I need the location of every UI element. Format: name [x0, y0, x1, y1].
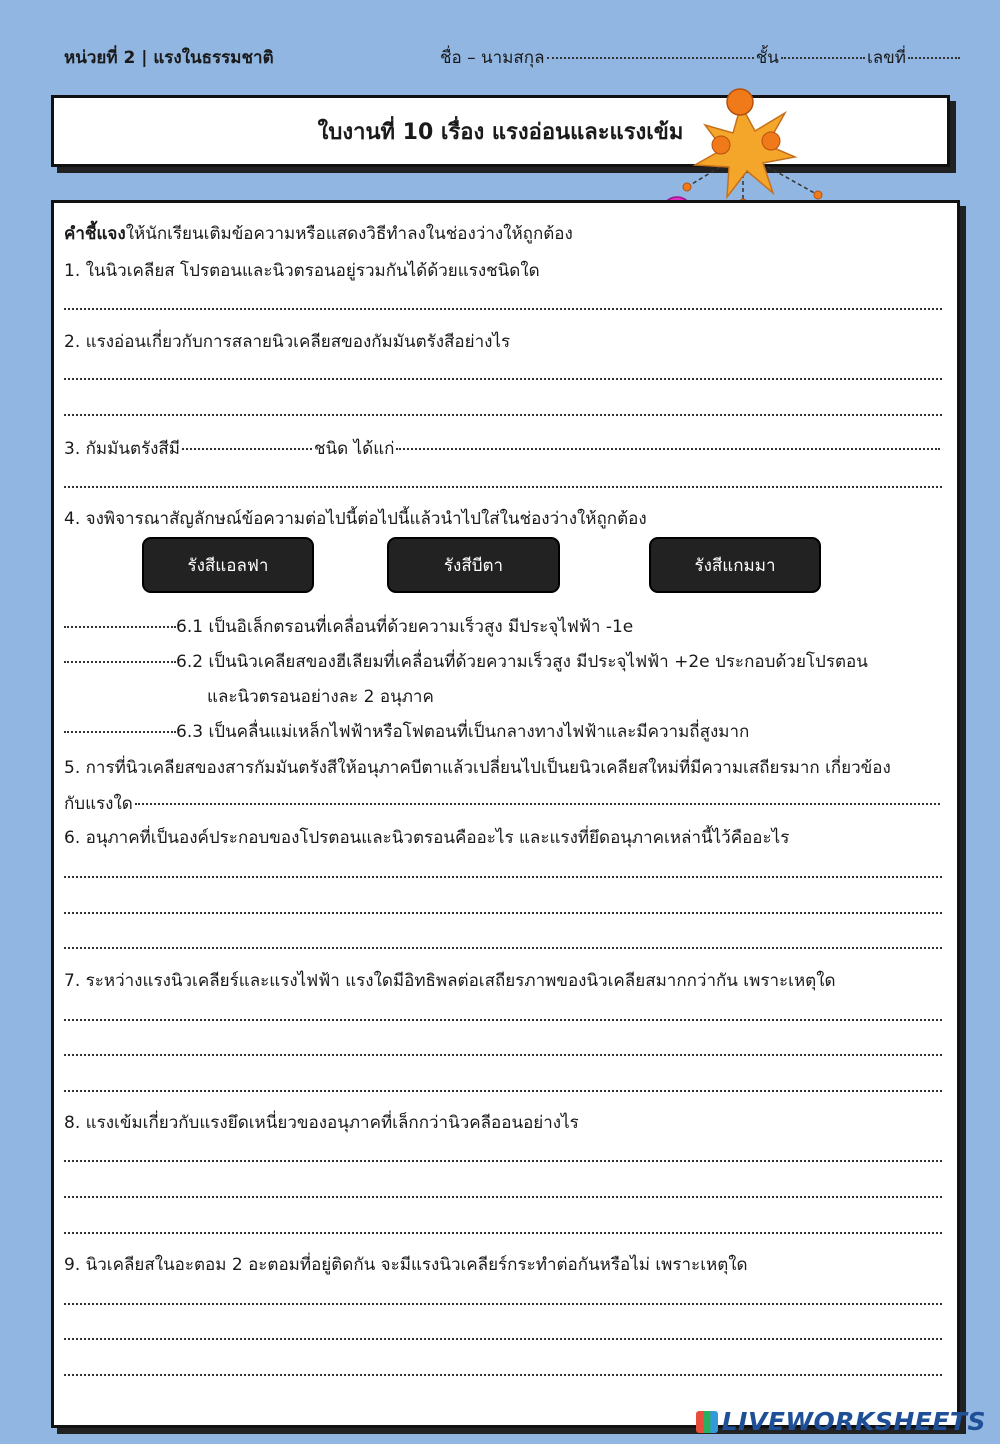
instructions-label: คำชี้แจง	[64, 224, 126, 244]
item-6-2-continued: และนิวตรอนอย่างละ 2 อนุภาค	[207, 687, 434, 707]
answer-blank-q3-count[interactable]	[182, 448, 312, 450]
answer-blank-q5[interactable]	[135, 803, 940, 805]
question-9: 9. นิวเคลียสในอะตอม 2 อะตอมที่อยู่ติดกัน จะมีแรงนิวเคลียร์กระทำต่อกันหรือไม่ เพราะเหตุใด	[64, 1255, 748, 1275]
worksheet-title: ใบงานที่ 10 เรื่อง แรงอ่อนและแรงเข้ม	[317, 119, 684, 145]
answer-line-q6-3[interactable]	[64, 947, 942, 949]
answer-line-q1[interactable]	[64, 308, 942, 310]
class-label: ชั้น	[755, 48, 779, 68]
question-5: 5. การที่นิวเคลียสของสารกัมมันตรังสีให้อนุภาคบีตาแล้วเปลี่ยนไปเป็นยนิวเคลียสใหม่ที่มีความเสถียรมาก เกี่ยวข้อง	[64, 758, 891, 778]
answer-blank-q3-types[interactable]	[396, 448, 940, 450]
question-1: 1. ในนิวเคลียส โปรตอนและนิวตรอนอยู่รวมกันได้ด้วยแรงชนิดใด	[64, 261, 540, 281]
liveworksheets-logo-text: LIVEWORKSHEETS	[721, 1407, 986, 1436]
item-6-2	[64, 648, 942, 675]
question-8: 8. แรงเข้มเกี่ยวกับแรงยึดเหนี่ยวของอนุภาคที่เล็กกว่านิวคลีออนอย่างไร	[64, 1113, 579, 1133]
question-3-text-a: 3. กัมมันตรังสีมี	[64, 439, 181, 459]
answer-line-q9-2[interactable]	[64, 1338, 942, 1340]
answer-line-q6-1[interactable]	[64, 876, 942, 878]
choice-alpha-button[interactable]: รังสีแอลฟา	[142, 537, 314, 593]
answer-blank-6-2[interactable]	[64, 661, 176, 663]
instructions-text: ให้นักเรียนเติมข้อความหรือแสดงวิธีทำลงในช่องว่างให้ถูกต้อง	[125, 224, 573, 244]
answer-line-q7-1[interactable]	[64, 1019, 942, 1021]
question-4: 4. จงพิจารณาสัญลักษณ์ข้อความต่อไปนี้ต่อไปนี้แล้วนำไปใส่ในช่องว่างให้ถูกต้อง	[64, 509, 647, 529]
item-6-1	[64, 613, 942, 640]
answer-line-q2-1[interactable]	[64, 378, 942, 380]
question-2: 2. แรงอ่อนเกี่ยวกับการสลายนิวเคลียสของกัมมันตรังสีอย่างไร	[64, 332, 511, 352]
answer-line-q3[interactable]	[64, 486, 942, 488]
choice-gamma-button[interactable]: รังสีแกมมา	[649, 537, 821, 593]
item-6-2-text: 6.2 เป็นนิวเคลียสของฮีเลียมที่เคลื่อนที่ด้วยความเร็วสูง มีประจุไฟฟ้า +2e ประกอบด้วยโปรตอน	[176, 652, 868, 672]
answer-line-q9-3[interactable]	[64, 1374, 942, 1376]
number-label: เลขที่	[866, 48, 906, 68]
unit-label: หน่วยที่ 2 | แรงในธรรมชาติ	[64, 48, 274, 68]
answer-blank-6-1[interactable]	[64, 626, 176, 628]
name-input[interactable]	[547, 57, 754, 59]
choice-beta-button[interactable]: รังสีบีตา	[387, 537, 560, 593]
liveworksheets-logo	[696, 1407, 986, 1436]
question-6: 6. อนุภาคที่เป็นองค์ประกอบของโปรตอนและนิวตรอนคืออะไร และแรงที่ยึดอนุภาคเหล่านี้ไว้คืออะไร	[64, 828, 790, 848]
answer-line-q7-3[interactable]	[64, 1090, 942, 1092]
number-input[interactable]	[908, 57, 960, 59]
name-label: ชื่อ – นามสกุล	[440, 48, 545, 68]
instructions	[64, 220, 942, 247]
answer-line-q9-1[interactable]	[64, 1303, 942, 1305]
class-input[interactable]	[781, 57, 865, 59]
question-5-text-b: กับแรงใด	[64, 794, 133, 814]
answer-line-q8-2[interactable]	[64, 1196, 942, 1198]
answer-line-q6-2[interactable]	[64, 912, 942, 914]
answer-line-q7-2[interactable]	[64, 1054, 942, 1056]
item-6-1-text: 6.1 เป็นอิเล็กตรอนที่เคลื่อนที่ด้วยความเร็วสูง มีประจุไฟฟ้า -1e	[176, 617, 634, 637]
answer-line-q8-3[interactable]	[64, 1232, 942, 1234]
answer-blank-6-3[interactable]	[64, 731, 176, 733]
question-3-text-b: ชนิด ได้แก่	[314, 439, 395, 459]
question-3	[64, 435, 942, 462]
item-6-3	[64, 718, 942, 745]
answer-line-q8-1[interactable]	[64, 1160, 942, 1162]
question-7: 7. ระหว่างแรงนิวเคลียร์และแรงไฟฟ้า แรงใดมีอิทธิพลต่อเสถียรภาพของนิวเคลียสมากกว่ากัน เพราะเหตุใด	[64, 971, 836, 991]
liveworksheets-logo-icon	[696, 1411, 718, 1433]
question-5-continued	[64, 790, 942, 817]
item-6-3-text: 6.3 เป็นคลื่นแม่เหล็กไฟฟ้าหรือโฟตอนที่เป็นกลางทางไฟฟ้าและมีความถี่สูงมาก	[176, 722, 750, 742]
answer-line-q2-2[interactable]	[64, 414, 942, 416]
student-info	[440, 44, 962, 71]
